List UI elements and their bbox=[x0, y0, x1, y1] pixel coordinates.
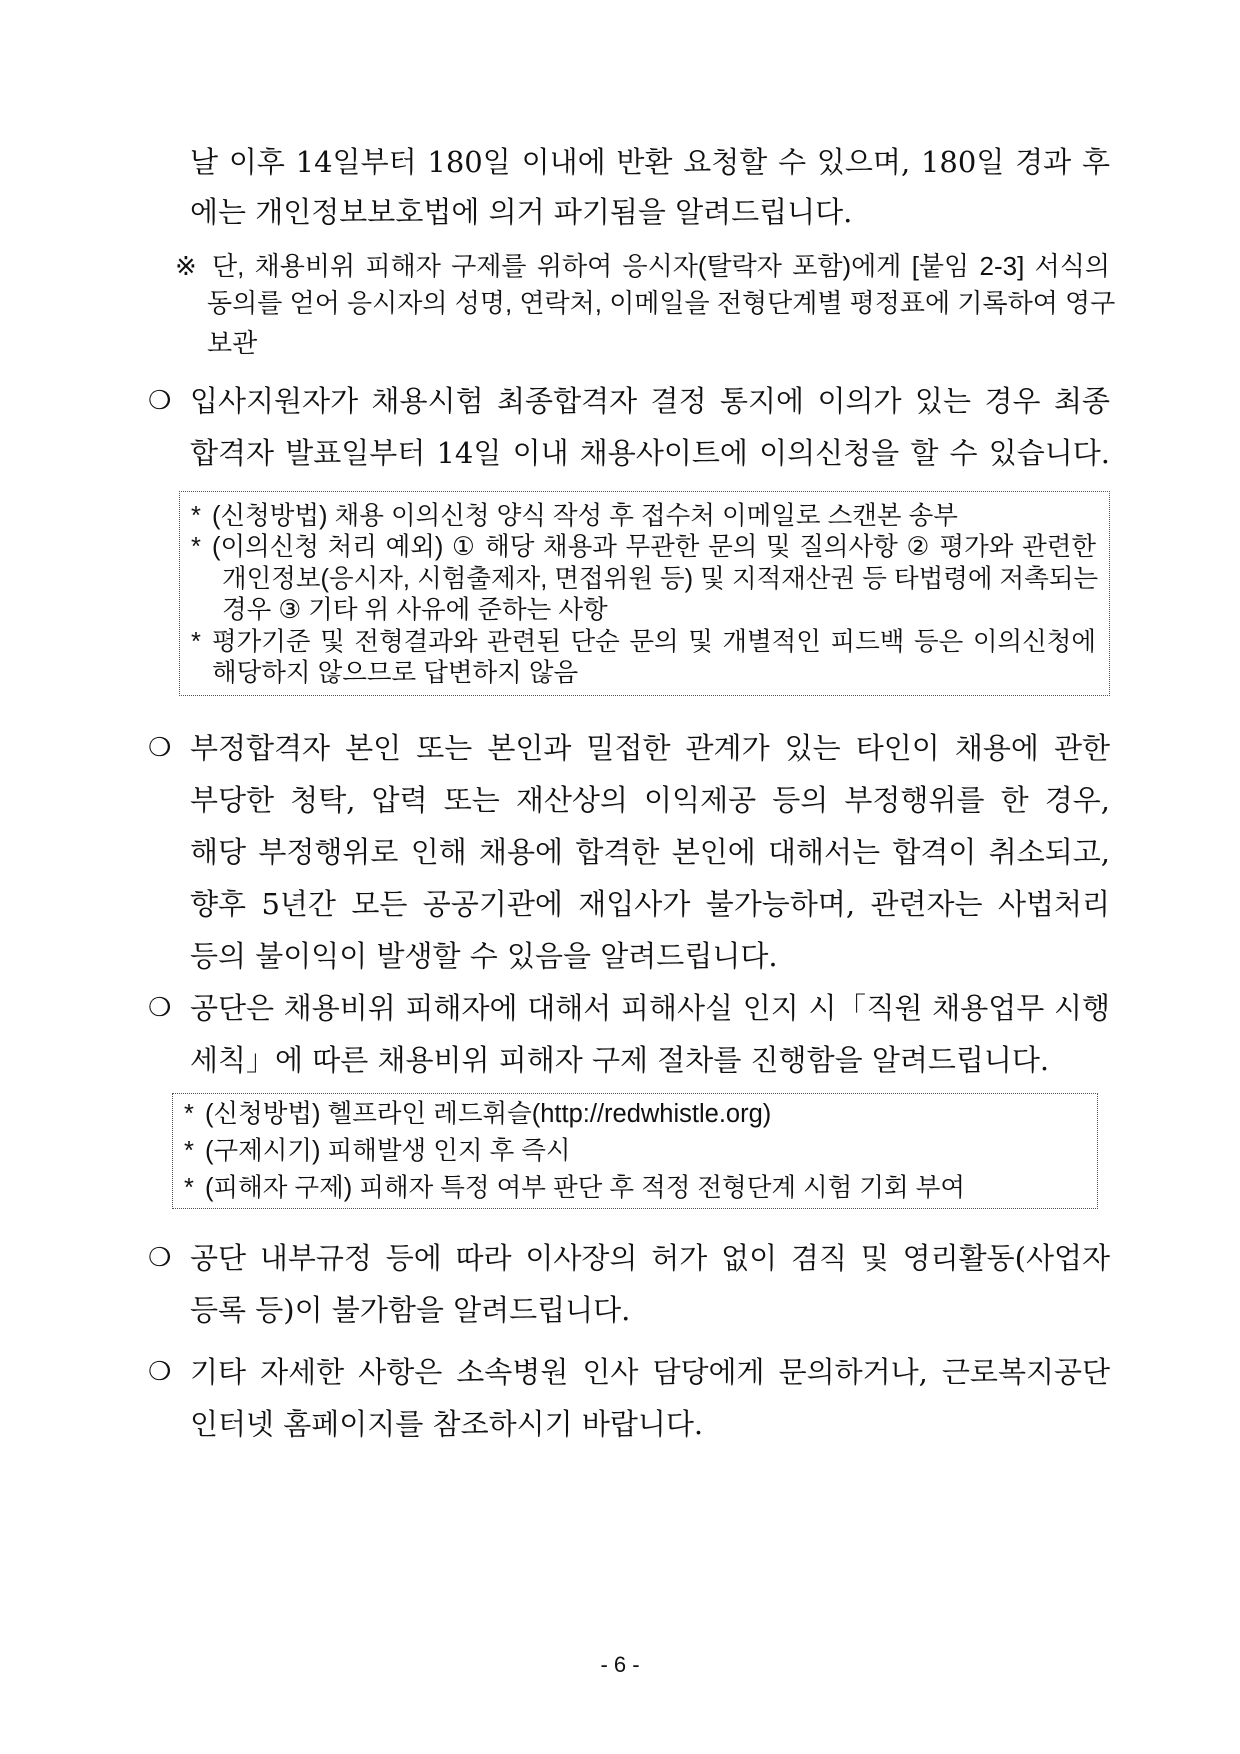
box-marker: * bbox=[191, 533, 201, 561]
box-line: 개인정보(응시자, 시험출제자, 면접위원 등) 및 지적재산권 등 타법령에 저촉되는 bbox=[222, 565, 1099, 593]
section-line: 부정합격자 본인 또는 본인과 밀접한 관계가 있는 타인이 채용에 관한 bbox=[190, 731, 1110, 765]
section-line: 부당한 청탁, 압력 또는 재산상의 이익제공 등의 부정행위를 한 경우, bbox=[190, 783, 1110, 817]
section-line: 입사지원자가 채용시험 최종합격자 결정 통지에 이의가 있는 경우 최종 bbox=[190, 384, 1110, 418]
note-line: 단, 채용비위 피해자 구제를 위하여 응시자(탈락자 포함)에게 [붙임 2-3] 서식의 bbox=[212, 251, 1110, 281]
box-marker: * bbox=[184, 1100, 194, 1128]
section-line: 등의 불이익이 발생할 수 있음을 알려드립니다. bbox=[190, 939, 778, 973]
box-marker: * bbox=[191, 628, 201, 656]
note-symbol: ※ bbox=[175, 251, 197, 281]
box-line: 평가기준 및 전형결과와 관련된 단순 문의 및 개별적인 피드백 등은 이의신청에 bbox=[212, 628, 1096, 656]
section-line: 향후 5년간 모든 공공기관에 재입사가 불가능하며, 관련자는 사법처리 bbox=[190, 887, 1110, 921]
box-marker: * bbox=[184, 1137, 194, 1165]
box-line: (신청방법) 헬프라인 레드휘슬(http://redwhistle.org) bbox=[205, 1100, 772, 1128]
paragraph-line: 에는 개인정보보호법에 의거 파기됨을 알려드립니다. bbox=[190, 195, 853, 229]
section-line: 합격자 발표일부터 14일 이내 채용사이트에 이의신청을 할 수 있습니다. bbox=[190, 436, 1110, 470]
box-line: 해당하지 않으므로 답변하지 않음 bbox=[212, 659, 579, 687]
section-line: 공단 내부규정 등에 따라 이사장의 허가 없이 겸직 및 영리활동(사업자 bbox=[190, 1241, 1110, 1275]
section-line: 인터넷 홈페이지를 참조하시기 바랍니다. bbox=[190, 1407, 704, 1441]
box-marker: * bbox=[184, 1174, 194, 1202]
note-line: 동의를 얻어 응시자의 성명, 연락처, 이메일을 전형단계별 평정표에 기록하여 영구 bbox=[207, 288, 1116, 318]
box-line: (이의신청 처리 예외) ① 해당 채용과 무관한 문의 및 질의사항 ② 평가와 관련한 bbox=[212, 533, 1096, 561]
section-line: 세칙」에 따른 채용비위 피해자 구제 절차를 진행함을 알려드립니다. bbox=[190, 1043, 1050, 1077]
bullet-icon: ❍ bbox=[148, 1357, 172, 1387]
box-marker: * bbox=[191, 502, 201, 530]
bullet-icon: ❍ bbox=[148, 1243, 172, 1273]
box-line: 경우 ③ 기타 위 사유에 준하는 사항 bbox=[222, 596, 608, 624]
bullet-icon: ❍ bbox=[148, 733, 172, 763]
box-line: (구제시기) 피해발생 인지 후 즉시 bbox=[205, 1137, 571, 1165]
section-line: 공단은 채용비위 피해자에 대해서 피해사실 인지 시「직원 채용업무 시행 bbox=[190, 991, 1110, 1025]
section-line: 기타 자세한 사항은 소속병원 인사 담당에게 문의하거나, 근로복지공단 bbox=[190, 1355, 1110, 1389]
box-line: (신청방법) 채용 이의신청 양식 작성 후 접수처 이메일로 스캔본 송부 bbox=[212, 502, 958, 530]
note-line: 보관 bbox=[207, 328, 258, 358]
box-line: (피해자 구제) 피해자 특정 여부 판단 후 적정 전형단계 시험 기회 부여 bbox=[205, 1174, 966, 1202]
bullet-icon: ❍ bbox=[148, 386, 172, 416]
bullet-icon: ❍ bbox=[148, 993, 172, 1023]
paragraph-line: 날 이후 14일부터 180일 이내에 반환 요청할 수 있으며, 180일 경과 후 bbox=[190, 145, 1110, 179]
section-line: 해당 부정행위로 인해 채용에 합격한 본인에 대해서는 합격이 취소되고, bbox=[190, 835, 1110, 869]
page-number: - 6 - bbox=[600, 1652, 640, 1677]
section-line: 등록 등)이 불가함을 알려드립니다. bbox=[190, 1293, 631, 1327]
